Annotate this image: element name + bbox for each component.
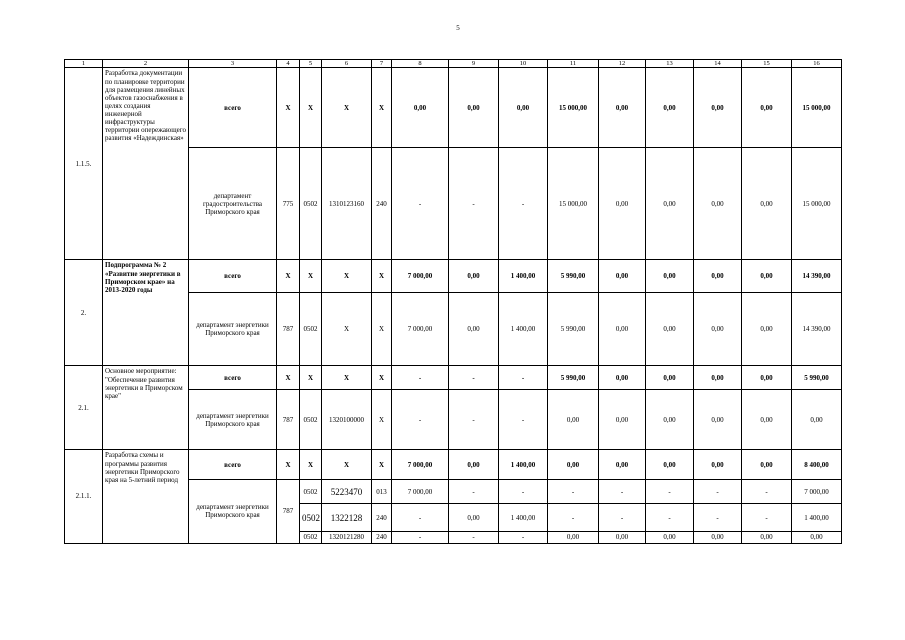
amount-cell: - [449, 366, 499, 390]
amount-cell: 0,00 [742, 148, 792, 260]
row-name: Подпрограмма № 2 «Развитие энергетики в Приморском крае» на 2013-2020 годы [103, 260, 189, 366]
row-code: 2. [65, 260, 103, 366]
amount-cell: 1 400,00 [499, 504, 548, 532]
section-cell: 0502 [300, 293, 322, 366]
department-name: департамент энергетики Приморского края [189, 480, 277, 543]
table-row [65, 366, 842, 390]
amount-cell: - [694, 504, 742, 532]
amount-cell: 15 000,00 [548, 148, 599, 260]
amount-cell: 0,00 [599, 450, 646, 480]
column-number: 1 [65, 60, 103, 68]
amount-cell: - [392, 148, 449, 260]
target-article-cell: 1320100000 [322, 390, 372, 450]
department-name: департамент энергетики Приморского края [189, 390, 277, 450]
amount-cell: 0,00 [646, 450, 694, 480]
table-row [65, 68, 842, 148]
amount-cell: - [449, 390, 499, 450]
expense-type-cell: X [372, 366, 392, 390]
amount-cell: 0,00 [548, 532, 599, 543]
amount-cell: - [499, 532, 548, 543]
total-cell: 1 400,00 [792, 504, 842, 532]
amount-cell: 0,00 [694, 293, 742, 366]
expense-type-cell: 240 [372, 504, 392, 532]
section-cell: 0502 [300, 390, 322, 450]
page-number: 5 [456, 24, 460, 32]
funding-source: всего [189, 366, 277, 390]
amount-cell: 0,00 [742, 450, 792, 480]
amount-cell: 1 400,00 [499, 260, 548, 293]
amount-cell: 0,00 [392, 68, 449, 148]
amount-cell: - [449, 532, 499, 543]
column-number-row [65, 60, 842, 68]
amount-cell: - [599, 480, 646, 504]
amount-cell: 0,00 [449, 260, 499, 293]
amount-cell: - [742, 480, 792, 504]
column-number: 2 [103, 60, 189, 68]
amount-cell: 0,00 [646, 532, 694, 543]
row-name: Основное мероприятие: "Обеспечение развития энергетики в Приморском крае" [103, 366, 189, 450]
column-number: 5 [300, 60, 322, 68]
amount-cell: 0,00 [646, 366, 694, 390]
amount-cell: 7 000,00 [392, 480, 449, 504]
amount-cell: 7 000,00 [392, 450, 449, 480]
amount-cell: 0,00 [742, 390, 792, 450]
amount-cell: 0,00 [646, 293, 694, 366]
grbs-cell: X [277, 366, 300, 390]
amount-cell: - [499, 148, 548, 260]
amount-cell: - [646, 480, 694, 504]
row-code: 2.1.1. [65, 450, 103, 543]
target-article-cell: X [322, 450, 372, 480]
amount-cell: 5 990,00 [548, 366, 599, 390]
expense-type-cell: X [372, 68, 392, 148]
grbs-cell: X [277, 450, 300, 480]
expense-type-cell: 240 [372, 148, 392, 260]
department-name: департамент энергетики Приморского края [189, 293, 277, 366]
column-number: 12 [599, 60, 646, 68]
amount-cell: - [499, 480, 548, 504]
amount-cell: 0,00 [742, 260, 792, 293]
amount-cell: 5 990,00 [548, 293, 599, 366]
grbs-cell: 787 [277, 480, 300, 543]
amount-cell: - [742, 504, 792, 532]
amount-cell: 0,00 [694, 532, 742, 543]
amount-cell: 0,00 [449, 293, 499, 366]
target-article-cell: 5223470 [322, 480, 372, 504]
section-cell: X [300, 68, 322, 148]
amount-cell: 0,00 [449, 504, 499, 532]
target-article-cell: X [322, 293, 372, 366]
grbs-cell: 775 [277, 148, 300, 260]
column-number: 8 [392, 60, 449, 68]
table-row [65, 450, 842, 480]
amount-cell: 0,00 [548, 390, 599, 450]
funding-source: всего [189, 68, 277, 148]
amount-cell: 0,00 [694, 260, 742, 293]
amount-cell: - [499, 390, 548, 450]
column-number: 15 [742, 60, 792, 68]
column-number: 9 [449, 60, 499, 68]
amount-cell: 0,00 [742, 68, 792, 148]
amount-cell: - [449, 148, 499, 260]
column-number: 16 [792, 60, 842, 68]
amount-cell: 7 000,00 [392, 293, 449, 366]
target-article-cell: 1310123160 [322, 148, 372, 260]
column-number: 4 [277, 60, 300, 68]
expense-type-cell: X [372, 450, 392, 480]
amount-cell: 0,00 [694, 390, 742, 450]
total-cell: 7 000,00 [792, 480, 842, 504]
total-cell: 15 000,00 [792, 148, 842, 260]
expense-type-cell: 240 [372, 532, 392, 543]
target-article-cell: X [322, 366, 372, 390]
amount-cell: - [392, 390, 449, 450]
amount-cell: 0,00 [742, 532, 792, 543]
amount-cell: 0,00 [599, 390, 646, 450]
section-cell: 0502 [300, 504, 322, 532]
column-number: 14 [694, 60, 742, 68]
amount-cell: 0,00 [548, 450, 599, 480]
section-cell: X [300, 450, 322, 480]
column-number: 11 [548, 60, 599, 68]
amount-cell: 0,00 [599, 148, 646, 260]
amount-cell: 0,00 [499, 68, 548, 148]
amount-cell: 0,00 [646, 390, 694, 450]
amount-cell: 0,00 [694, 366, 742, 390]
total-cell: 0,00 [792, 532, 842, 543]
amount-cell: 0,00 [449, 68, 499, 148]
column-number: 10 [499, 60, 548, 68]
table-row [65, 260, 842, 293]
amount-cell: - [599, 504, 646, 532]
grbs-cell: X [277, 68, 300, 148]
total-cell: 0,00 [792, 390, 842, 450]
department-name: департамент градостроительства Приморского края [189, 148, 277, 260]
grbs-cell: 787 [277, 293, 300, 366]
amount-cell: 0,00 [646, 260, 694, 293]
amount-cell: 7 000,00 [392, 260, 449, 293]
amount-cell: - [392, 532, 449, 543]
amount-cell: 1 400,00 [499, 450, 548, 480]
row-name: Разработка документации по планировке территории для размещения линейных объектов газоснабжения в целях создания инженерной инфраструктуры территории опережающего развития «Надеждинская» [103, 68, 189, 260]
total-cell: 14 390,00 [792, 293, 842, 366]
expense-type-cell: X [372, 293, 392, 366]
section-cell: 0502 [300, 532, 322, 543]
amount-cell: 0,00 [646, 68, 694, 148]
amount-cell: 1 400,00 [499, 293, 548, 366]
total-cell: 8 400,00 [792, 450, 842, 480]
amount-cell: - [694, 480, 742, 504]
amount-cell: - [449, 480, 499, 504]
section-cell: 0502 [300, 480, 322, 504]
amount-cell: - [499, 366, 548, 390]
amount-cell: 0,00 [694, 68, 742, 148]
amount-cell: 0,00 [694, 450, 742, 480]
budget-table [64, 59, 842, 544]
expense-type-cell: X [372, 260, 392, 293]
column-number: 6 [322, 60, 372, 68]
column-number: 7 [372, 60, 392, 68]
target-article-cell: X [322, 68, 372, 148]
target-article-cell: 1322128 [322, 504, 372, 532]
row-code: 2.1. [65, 366, 103, 450]
amount-cell: 0,00 [742, 366, 792, 390]
amount-cell: 0,00 [599, 260, 646, 293]
row-code: 1.1.5. [65, 68, 103, 260]
expense-type-cell: 013 [372, 480, 392, 504]
target-article-cell: X [322, 260, 372, 293]
amount-cell: - [646, 504, 694, 532]
amount-cell: 0,00 [599, 293, 646, 366]
grbs-cell: 787 [277, 390, 300, 450]
amount-cell: - [548, 504, 599, 532]
amount-cell: 0,00 [449, 450, 499, 480]
column-number: 3 [189, 60, 277, 68]
amount-cell: 0,00 [599, 532, 646, 543]
column-number: 13 [646, 60, 694, 68]
funding-source: всего [189, 450, 277, 480]
amount-cell: 5 990,00 [548, 260, 599, 293]
section-cell: X [300, 366, 322, 390]
section-cell: X [300, 260, 322, 293]
amount-cell: 0,00 [694, 148, 742, 260]
amount-cell: 15 000,00 [548, 68, 599, 148]
amount-cell: - [392, 504, 449, 532]
amount-cell: 0,00 [742, 293, 792, 366]
amount-cell: 0,00 [599, 366, 646, 390]
funding-source: всего [189, 260, 277, 293]
amount-cell: 0,00 [599, 68, 646, 148]
target-article-cell: 1320121280 [322, 532, 372, 543]
row-name: Разработка схемы и программы развития энергетики Приморского края на 5-летний период [103, 450, 189, 543]
amount-cell: - [548, 480, 599, 504]
amount-cell: 0,00 [646, 148, 694, 260]
total-cell: 14 390,00 [792, 260, 842, 293]
amount-cell: - [392, 366, 449, 390]
section-cell: 0502 [300, 148, 322, 260]
grbs-cell: X [277, 260, 300, 293]
expense-type-cell: X [372, 390, 392, 450]
total-cell: 5 990,00 [792, 366, 842, 390]
total-cell: 15 000,00 [792, 68, 842, 148]
